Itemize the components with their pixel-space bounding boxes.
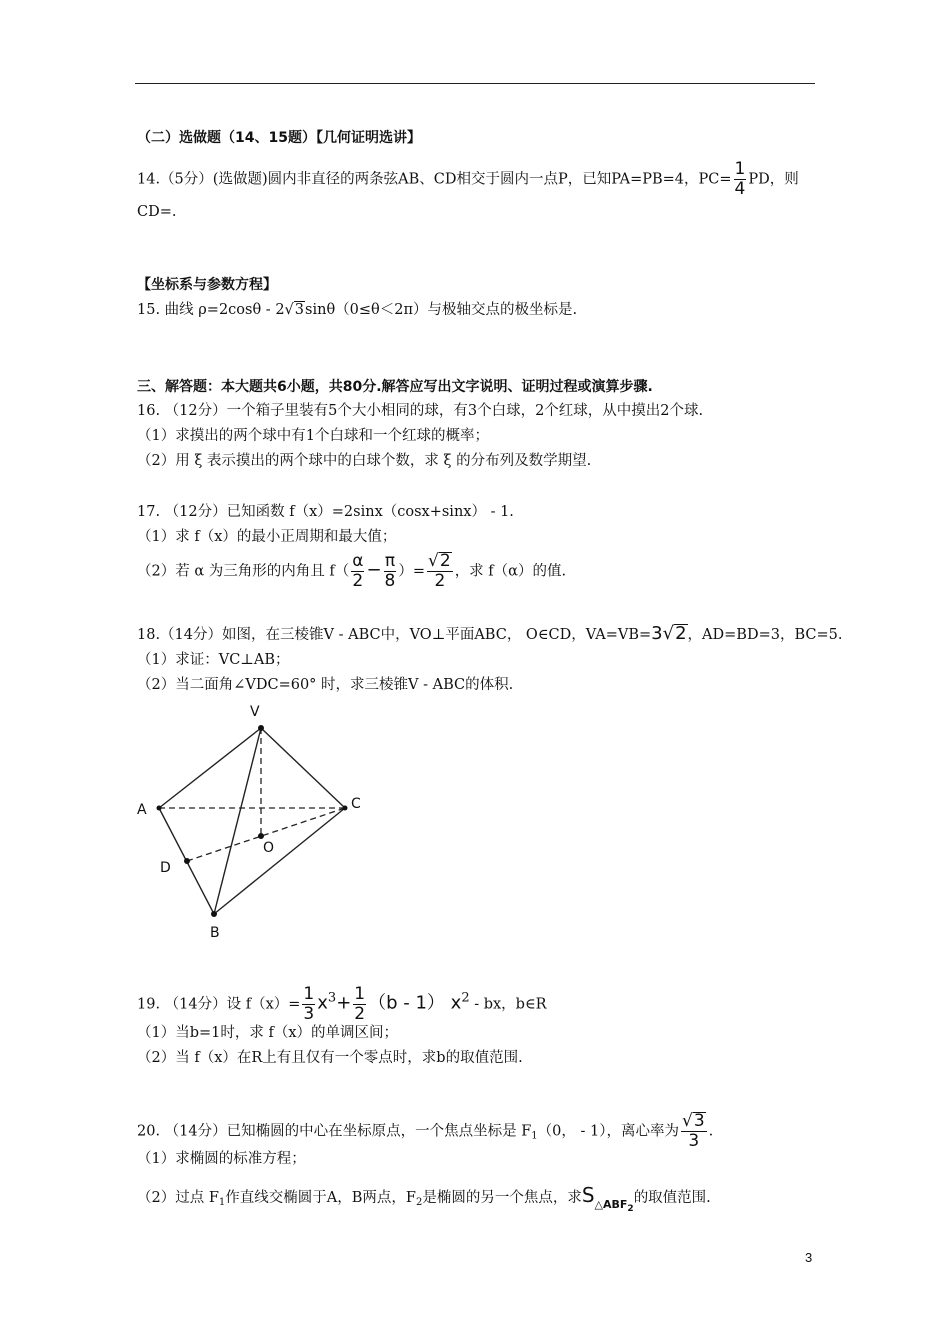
q19-f2-num: 1 [354, 984, 366, 1004]
q14-frac-num: 1 [734, 159, 746, 179]
q19-mid: （b - 1） x [368, 992, 462, 1014]
q17-frac-sqrt2 [427, 552, 453, 591]
q19-f1-num: 1 [303, 984, 315, 1004]
label-D: D [160, 860, 171, 876]
q14-fraction [734, 160, 747, 199]
q14-prefix: 14.（5分）(选做题)圆内非直径的两条弦AB、CD相交于圆内一点P，已知PA=PB=4，PC= [137, 171, 732, 188]
edge-VB [214, 728, 261, 914]
q17-part2 [137, 552, 566, 591]
label-V: V [250, 704, 260, 720]
label-C: C [351, 796, 361, 812]
q17-f2-den: 8 [384, 571, 396, 591]
q16-part2: （2）用 ξ 表示摸出的两个球中的白球个数，求 ξ 的分布列及数学期望. [137, 453, 592, 469]
label-A: A [137, 802, 147, 818]
q20-sub1: 1 [531, 1130, 538, 1142]
q17-f3-radicand: 2 [439, 551, 451, 571]
q20-part2 [137, 1185, 711, 1219]
q20-radicand: 3 [693, 1111, 705, 1131]
q20-mid: （0， - 1），离心率为 [537, 1123, 679, 1140]
q18-part1: （1）求证：VC⊥AB； [137, 652, 290, 668]
q19-f2-den: 2 [354, 1004, 366, 1024]
edge-VC [261, 728, 345, 808]
q17-f2-num: π [384, 551, 396, 571]
point-B [211, 911, 217, 917]
q17-stem: 17. （12分）已知函数 f（x）=2sinx（cosx+sinx） - 1. [137, 504, 514, 520]
point-V [258, 725, 264, 731]
tetrahedron-figure [130, 700, 370, 945]
q20-tri: △ABF [594, 1198, 628, 1211]
page-number: 3 [805, 1250, 813, 1265]
q19-f1-den: 3 [303, 1004, 315, 1024]
label-O: O [263, 840, 275, 856]
radical-sign: √ [662, 623, 675, 644]
q19-exp2: 2 [461, 990, 470, 1006]
q20-p2-mid: 作直线交椭圆于A，B两点，F [225, 1190, 416, 1206]
q18-stem [137, 624, 842, 645]
q20-tri-sub: 2 [627, 1204, 634, 1215]
q14-suffix: PD，则 [748, 171, 799, 188]
q14-line2: CD=. [137, 204, 177, 220]
q18-coef: 3 [651, 623, 663, 644]
q19-part2: （2）当 f（x）在R上有且仅有一个零点时，求b的取值范围. [137, 1050, 523, 1066]
q19-frac-third [302, 985, 315, 1024]
q19-plus: + [336, 992, 352, 1014]
question-14 [137, 160, 799, 199]
radical-sign: √ [682, 1111, 693, 1131]
q20-p2-sub2: 2 [415, 1197, 423, 1208]
q17-f1-num: α [352, 551, 364, 571]
q17-p2-suffix: ，求 f（α）的值. [454, 563, 567, 580]
section-polar-heading: 【坐标系与参数方程】 [137, 277, 277, 293]
q18-radicand: 2 [675, 623, 687, 644]
q17-f3-den: 2 [434, 571, 446, 591]
q19-prefix: 19. （14分）设 f（x）= [137, 996, 301, 1013]
q15-prefix: 15. 曲线 ρ=2cosθ - 2 [137, 302, 285, 318]
q20-frac-sqrt3 [681, 1112, 707, 1151]
q15-suffix: sinθ（0≤θ＜2π）与极轴交点的极坐标是. [305, 302, 578, 318]
q20-prefix: 20. （14分）已知椭圆的中心在坐标原点，一个焦点坐标是 F [137, 1123, 532, 1140]
q17-p2-mid: ）= [398, 563, 426, 580]
q17-p2-prefix: （2）若 α 为三角形的内角且 f（ [137, 563, 350, 580]
point-A [157, 806, 162, 811]
point-C [343, 806, 348, 811]
q20-p2-mid2: 是椭圆的另一个焦点，求 [422, 1190, 582, 1206]
q17-frac-alpha [351, 552, 364, 591]
q19-x3: x [317, 992, 328, 1014]
q20-p2-sub1: 1 [218, 1197, 226, 1208]
q20-end: . [708, 1123, 714, 1140]
point-D [184, 858, 190, 864]
q18-part2: （2）当二面角∠VDC=60° 时，求三棱锥V - ABC的体积. [137, 677, 514, 693]
q18-stem-suffix: ，AD=BD=3，BC=5. [687, 627, 843, 643]
q20-p2-prefix: （2）过点 F [137, 1190, 219, 1206]
q19-frac-half [353, 985, 366, 1024]
header-rule [135, 83, 815, 84]
edge-VA [159, 728, 261, 808]
q19-part1: （1）当b=1时，求 f（x）的单调区间； [137, 1025, 399, 1041]
q15-radicand: 3 [294, 302, 305, 318]
section-three-heading: 三、解答题：本大题共6小题，共80分.解答应写出文字说明、证明过程或演算步骤. [137, 379, 653, 395]
q19-stem [137, 985, 547, 1024]
q19-exp3: 3 [327, 990, 337, 1006]
q20-den: 3 [688, 1131, 700, 1151]
q17-frac-pi [384, 552, 397, 591]
q17-minus: − [366, 559, 382, 581]
label-B: B [210, 925, 220, 941]
q17-f1-den: 2 [352, 571, 364, 591]
question-15 [137, 300, 577, 320]
q20-triangle [594, 1198, 634, 1215]
q17-part1: （1）求 f（x）的最小正周期和最大值； [137, 529, 397, 545]
point-O [258, 833, 264, 839]
section-geometry-heading: （二）选做题（14、15题）【几何证明选讲】 [137, 130, 421, 146]
q20-frac-num [681, 1112, 707, 1132]
q20-S: S [581, 1183, 595, 1207]
q14-frac-den: 4 [734, 179, 746, 199]
q19-suffix: - bx，b∈R [469, 996, 547, 1013]
edge-BC [214, 808, 345, 914]
q16-stem: 16. （12分）一个箱子里装有5个大小相同的球，有3个白球，2个红球，从中摸出2个球. [137, 403, 704, 419]
q20-part1: （1）求椭圆的标准方程； [137, 1151, 306, 1167]
q16-part1: （1）求摸出的两个球中有1个白球和一个红球的概率； [137, 428, 489, 444]
q17-f3-num [427, 552, 453, 572]
q18-stem-prefix: 18.（14分）如图，在三棱锥V - ABC中，VO⊥平面ABC， O∈CD，VA=VB= [137, 627, 652, 643]
radical-sign: √ [428, 551, 439, 571]
q20-stem [137, 1112, 713, 1151]
q20-p2-suffix: 的取值范围. [633, 1190, 711, 1206]
radical-sign: √ [284, 302, 294, 318]
